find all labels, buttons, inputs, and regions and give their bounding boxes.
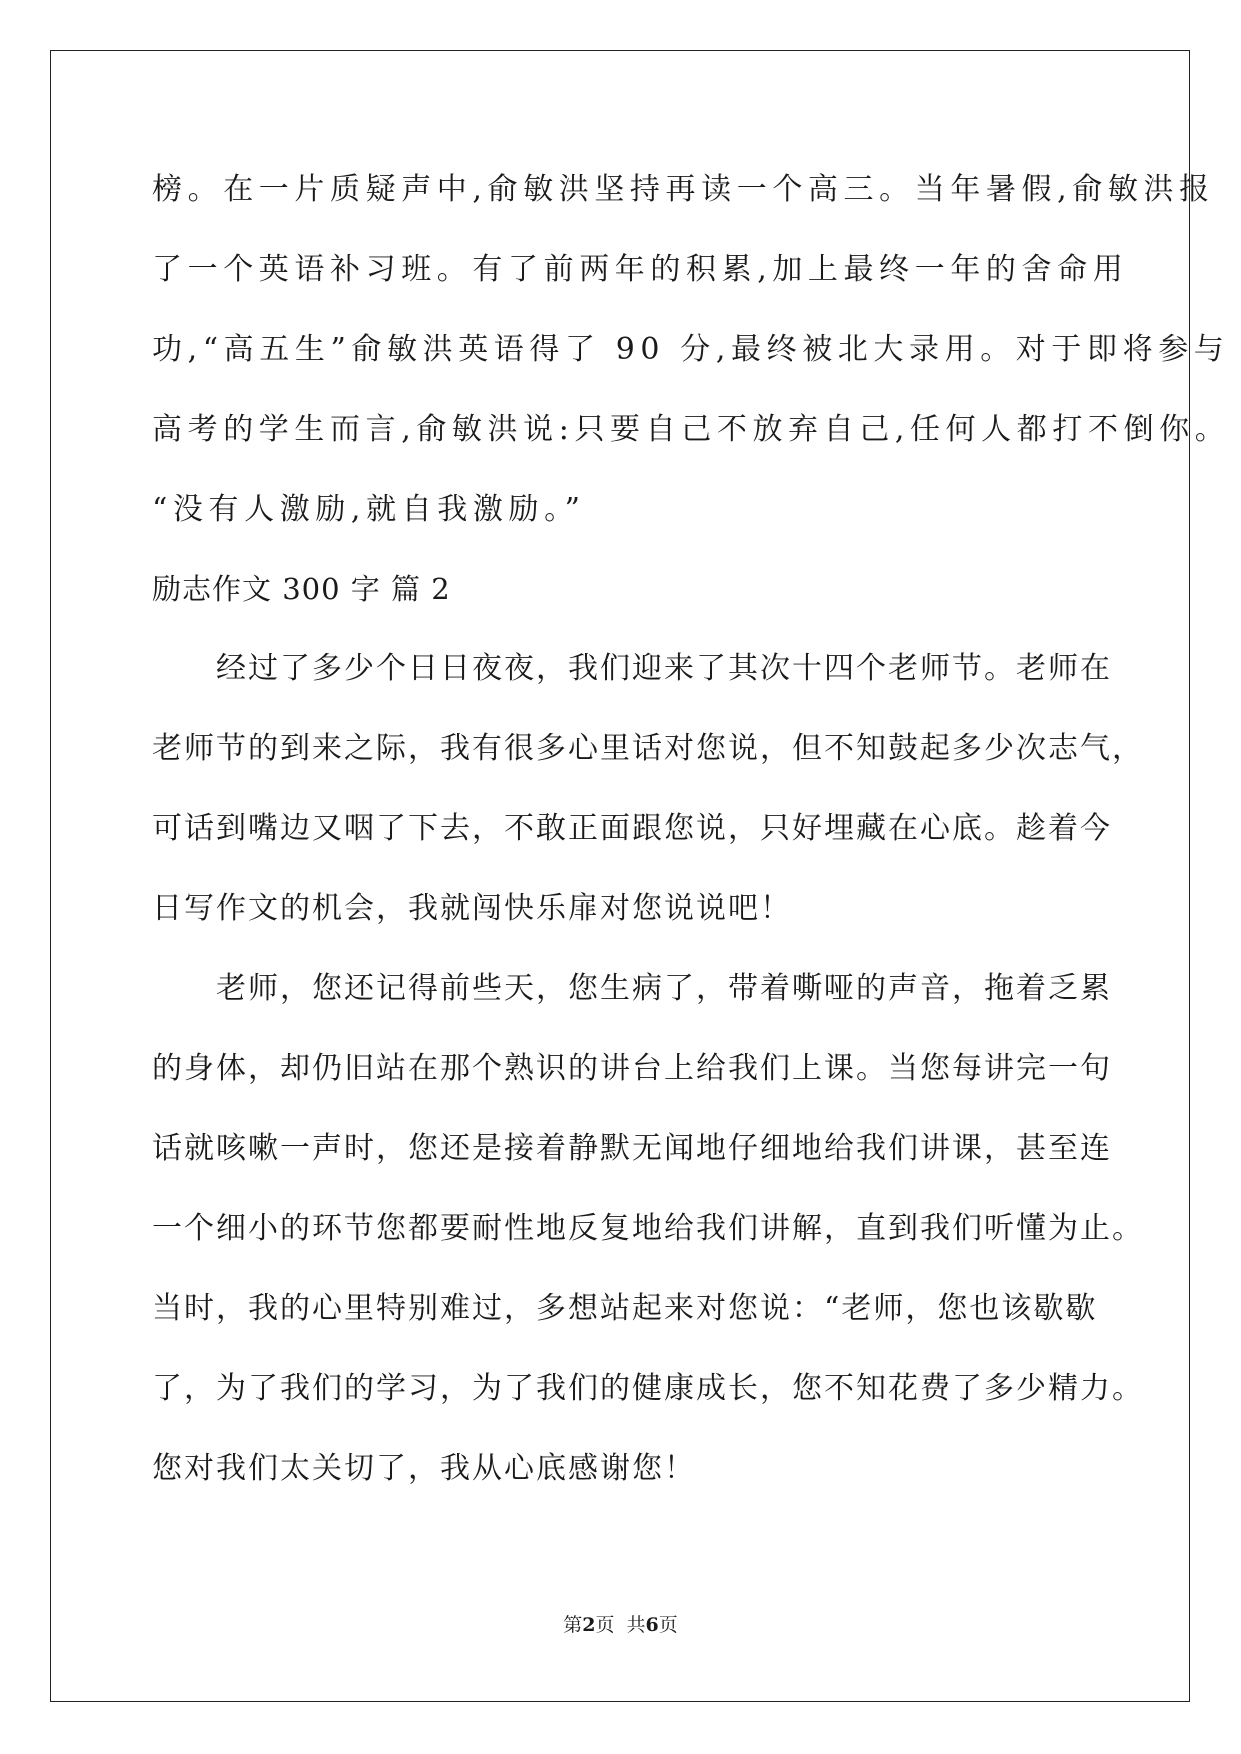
text-line: 高考的学生而言,俞敏洪说:只要自己不放弃自己,任何人都打不倒你。 xyxy=(152,412,1231,447)
footer-prefix: 第 xyxy=(563,1614,583,1636)
text-line: 的身体，却仍旧站在那个熟识的讲台上给我们上课。当您每讲完一句 xyxy=(152,1051,1112,1086)
text-line: 一个细小的环节您都要耐性地反复地给我们讲解，直到我们听懂为止。 xyxy=(152,1211,1144,1246)
text-line: 日写作文的机会，我就闯快乐扉对您说说吧！ xyxy=(152,891,792,926)
text-line: 您对我们太关切了，我从心底感谢您！ xyxy=(152,1451,696,1486)
text-line: 了，为了我们的学习，为了我们的健康成长，您不知花费了多少精力。 xyxy=(152,1371,1144,1406)
section-heading: 励志作文 300 字 篇 2 xyxy=(152,572,451,606)
text-line: 功,“高五生”俞敏洪英语得了 90 分,最终被北大录用。对于即将参与 xyxy=(152,332,1230,367)
text-line: 经过了多少个日日夜夜，我们迎来了其次十四个老师节。老师在 xyxy=(216,651,1112,686)
text-line: 老师节的到来之际，我有很多心里话对您说，但不知鼓起多少次志气， xyxy=(152,731,1144,766)
text-line: 当时，我的心里特别难过，多想站起来对您说：“老师，您也该歇歇 xyxy=(152,1291,1098,1326)
text-line: 老师，您还记得前些天，您生病了，带着嘶哑的声音，拖着乏累 xyxy=(216,971,1112,1006)
text-line: “没有人激励,就自我激励。” xyxy=(152,492,586,527)
total-pages-number: 6 xyxy=(645,1614,659,1636)
footer-suffix: 页 xyxy=(658,1614,678,1636)
text-line: 话就咳嗽一声时，您还是接着静默无闻地仔细地给我们讲课，甚至连 xyxy=(152,1131,1112,1166)
text-line: 可话到嘴边又咽了下去，不敢正面跟您说，只好埋藏在心底。趁着今 xyxy=(152,811,1112,846)
text-line: 榜。在一片质疑声中,俞敏洪坚持再读一个高三。当年暑假,俞敏洪报 xyxy=(152,172,1215,207)
page-number-footer xyxy=(0,1612,1241,1638)
current-page-number: 2 xyxy=(582,1614,596,1636)
text-line: 了一个英语补习班。有了前两年的积累,加上最终一年的舍命用 xyxy=(152,252,1129,287)
footer-middle: 页 共 xyxy=(595,1614,646,1636)
